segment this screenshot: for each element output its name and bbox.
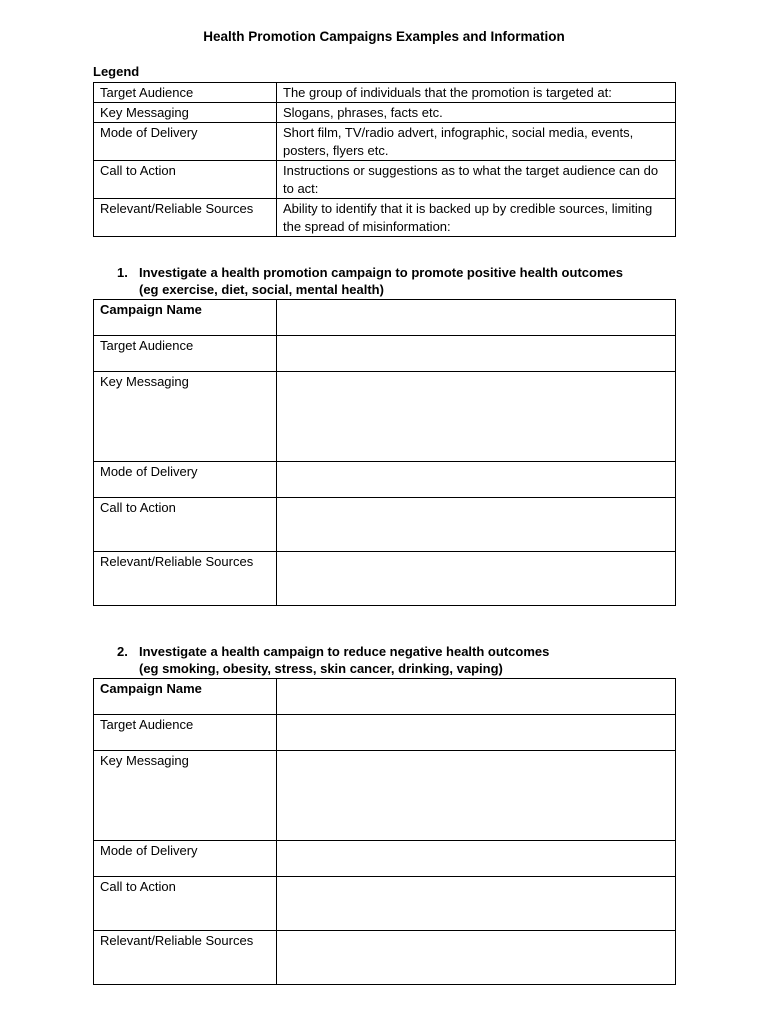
legend-term: Mode of Delivery: [94, 123, 277, 161]
question-number: 2.: [117, 644, 128, 659]
legend-row-target-audience: [94, 83, 676, 103]
legend-description: Slogans, phrases, facts etc.: [277, 103, 676, 123]
table-row: [94, 462, 676, 498]
table-row: [94, 877, 676, 931]
page-title: Health Promotion Campaigns Examples and Information: [203, 29, 565, 44]
table-row: [94, 841, 676, 877]
legend-row-call-to-action: [94, 161, 676, 199]
question-1: [117, 264, 623, 298]
table-row: [94, 552, 676, 606]
mode-of-delivery-label: Mode of Delivery: [94, 841, 277, 877]
campaign-table-negative: [93, 678, 676, 985]
target-audience-label: Target Audience: [94, 336, 277, 372]
legend-term: Call to Action: [94, 161, 277, 199]
sources-field[interactable]: [277, 552, 676, 606]
target-audience-field[interactable]: [277, 715, 676, 751]
table-row: [94, 715, 676, 751]
call-to-action-field[interactable]: [277, 877, 676, 931]
legend-description: Ability to identify that it is backed up by credible sources, limiting the spread of misinformation:: [277, 199, 676, 237]
sources-label: Relevant/Reliable Sources: [94, 552, 277, 606]
question-subtext: (eg exercise, diet, social, mental health): [139, 282, 384, 297]
key-messaging-label: Key Messaging: [94, 751, 277, 841]
table-row: [94, 751, 676, 841]
key-messaging-field[interactable]: [277, 751, 676, 841]
campaign-name-field[interactable]: [277, 679, 676, 715]
legend-term: Target Audience: [94, 83, 277, 103]
target-audience-field[interactable]: [277, 336, 676, 372]
campaign-name-label: Campaign Name: [94, 300, 277, 336]
question-text: Investigate a health campaign to reduce negative health outcomes: [139, 644, 550, 659]
legend-description: Instructions or suggestions as to what the target audience can do to act:: [277, 161, 676, 199]
key-messaging-label: Key Messaging: [94, 372, 277, 462]
campaign-name-label: Campaign Name: [94, 679, 277, 715]
question-subtext: (eg smoking, obesity, stress, skin cancer, drinking, vaping): [139, 661, 503, 676]
legend-term: Key Messaging: [94, 103, 277, 123]
mode-of-delivery-field[interactable]: [277, 462, 676, 498]
call-to-action-field[interactable]: [277, 498, 676, 552]
key-messaging-field[interactable]: [277, 372, 676, 462]
sources-label: Relevant/Reliable Sources: [94, 931, 277, 985]
question-number: 1.: [117, 265, 128, 280]
campaign-name-field[interactable]: [277, 300, 676, 336]
target-audience-label: Target Audience: [94, 715, 277, 751]
question-2: [117, 643, 549, 677]
call-to-action-label: Call to Action: [94, 877, 277, 931]
sources-field[interactable]: [277, 931, 676, 985]
table-row: [94, 679, 676, 715]
table-row: [94, 336, 676, 372]
question-text: Investigate a health promotion campaign to promote positive health outcomes: [139, 265, 623, 280]
legend-row-relevant-sources: [94, 199, 676, 237]
mode-of-delivery-field[interactable]: [277, 841, 676, 877]
legend-row-mode-of-delivery: [94, 123, 676, 161]
table-row: [94, 372, 676, 462]
table-row: [94, 300, 676, 336]
legend-description: Short film, TV/radio advert, infographic, social media, events, posters, flyers etc.: [277, 123, 676, 161]
call-to-action-label: Call to Action: [94, 498, 277, 552]
legend-description: The group of individuals that the promotion is targeted at:: [277, 83, 676, 103]
legend-heading: Legend: [93, 64, 140, 79]
legend-table: [93, 82, 676, 237]
campaign-table-positive: [93, 299, 676, 606]
legend-row-key-messaging: [94, 103, 676, 123]
legend-term: Relevant/Reliable Sources: [94, 199, 277, 237]
table-row: [94, 498, 676, 552]
table-row: [94, 931, 676, 985]
mode-of-delivery-label: Mode of Delivery: [94, 462, 277, 498]
